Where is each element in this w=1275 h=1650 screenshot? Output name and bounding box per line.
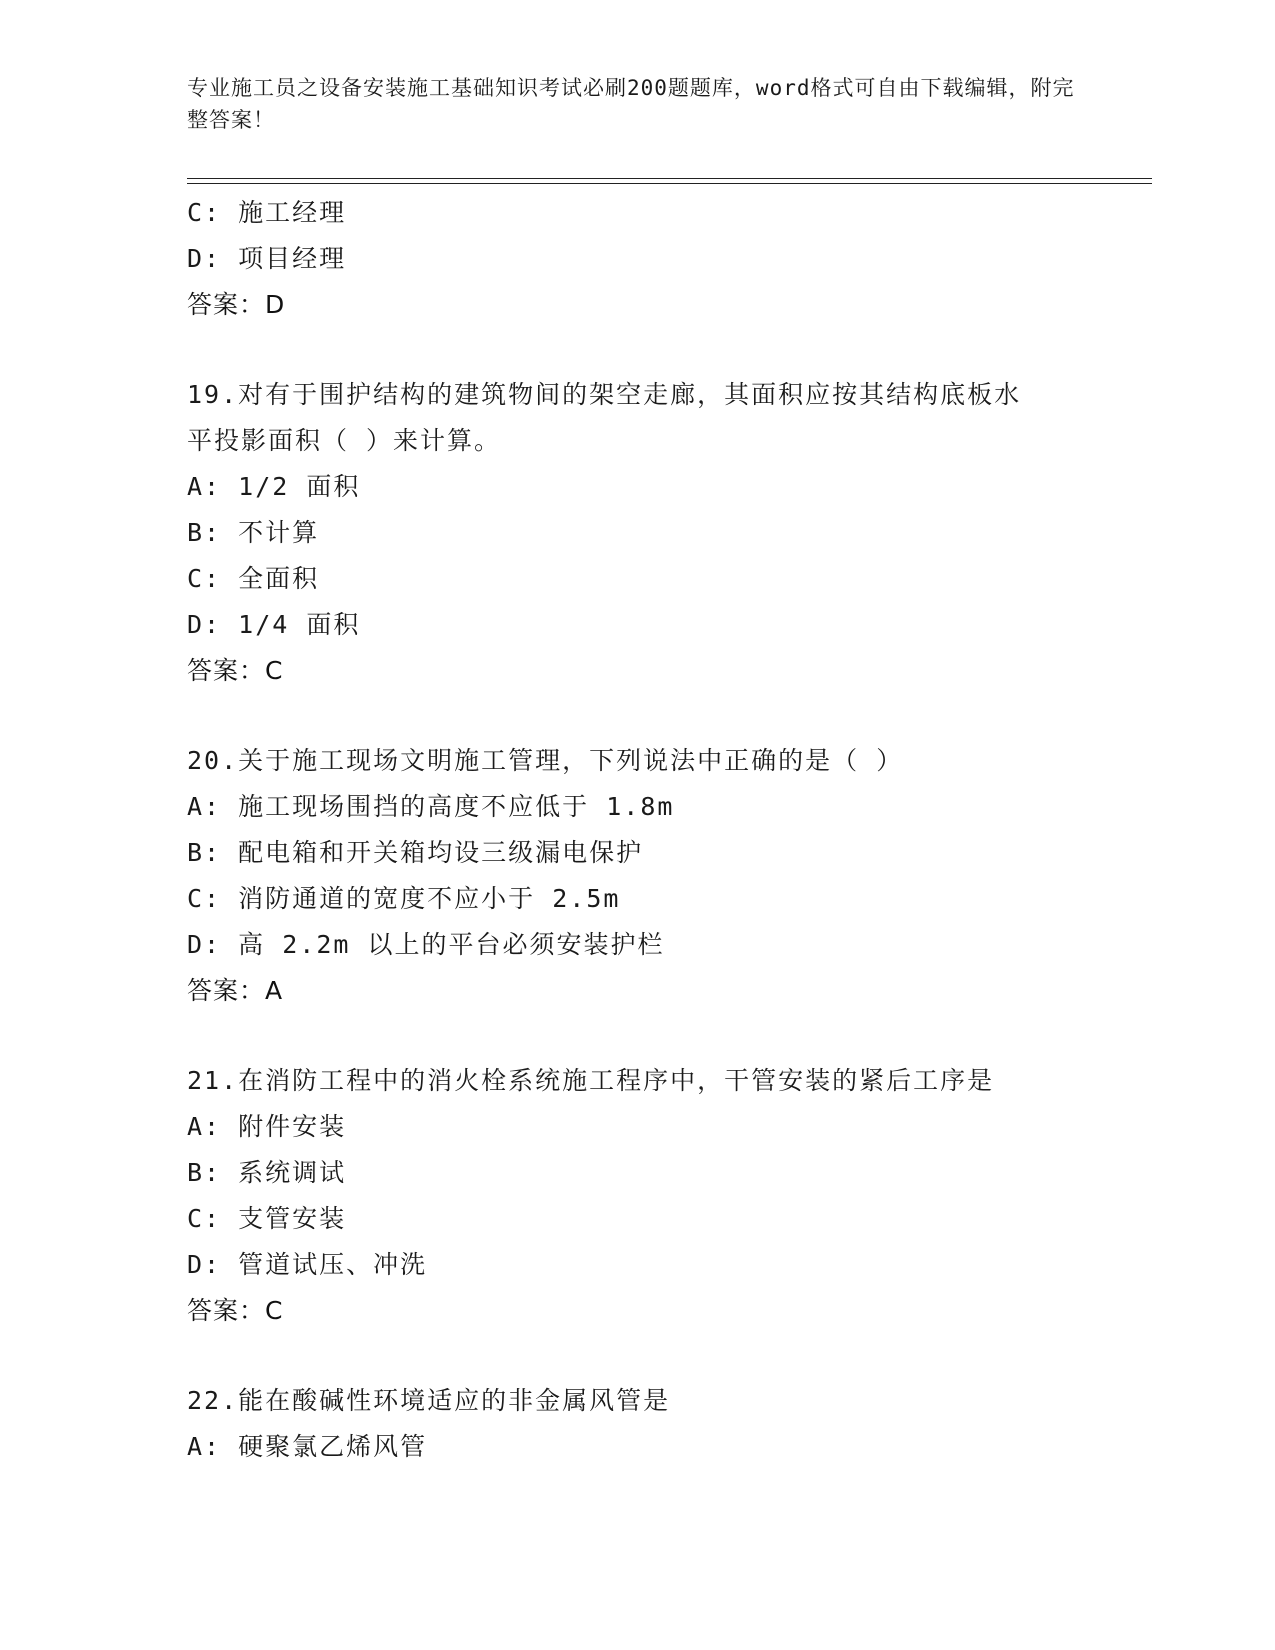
option-text: 配电箱和开关箱均设三级漏电保护: [238, 838, 644, 867]
option-c: [187, 1196, 1117, 1242]
option-text: 管道试压、冲洗: [238, 1250, 428, 1279]
option-text: 硬聚氯乙烯风管: [238, 1432, 428, 1461]
answer-value: C: [265, 1296, 284, 1325]
header-divider-top: [187, 178, 1152, 179]
option-a: [187, 1424, 1117, 1470]
question-list: [187, 190, 1117, 1470]
option-key: A:: [187, 1432, 222, 1461]
answer-line: [187, 968, 1117, 1014]
option-text: 1/2 面积: [238, 472, 361, 501]
question-number: 19.: [187, 380, 239, 409]
question-stem-continued: [187, 418, 1117, 464]
option-b: [187, 830, 1117, 876]
option-d: [187, 236, 1117, 282]
option-key: C:: [187, 1204, 222, 1233]
option-key: C:: [187, 198, 222, 227]
option-text: 不计算: [238, 518, 320, 547]
option-b: [187, 1150, 1117, 1196]
option-text: 施工现场围挡的高度不应低于 1.8m: [238, 792, 675, 821]
question-stem: [187, 372, 1117, 418]
question-stem: [187, 1378, 1117, 1424]
option-text: 项目经理: [238, 244, 347, 273]
answer-line: [187, 282, 1117, 328]
answer-value: A: [265, 976, 284, 1005]
option-text: 高 2.2m 以上的平台必须安装护栏: [238, 930, 665, 959]
answer-label: 答案：: [187, 656, 266, 685]
option-key: D:: [187, 930, 222, 959]
question-continued: [187, 190, 1117, 328]
option-c: [187, 190, 1117, 236]
option-key: B:: [187, 838, 222, 867]
question-20: [187, 738, 1117, 1014]
option-text: 消防通道的宽度不应小于 2.5m: [238, 884, 621, 913]
question-number: 20.: [187, 746, 239, 775]
option-text: 全面积: [238, 564, 320, 593]
question-19: [187, 372, 1117, 694]
option-key: D:: [187, 244, 222, 273]
question-number: 22.: [187, 1386, 239, 1415]
answer-label: 答案：: [187, 976, 266, 1005]
answer-value: D: [265, 290, 286, 319]
answer-label: 答案：: [187, 1296, 266, 1325]
option-key: B:: [187, 518, 222, 547]
question-stem-text: 在消防工程中的消火栓系统施工程序中，干管安装的紧后工序是: [238, 1066, 995, 1095]
option-key: A:: [187, 1112, 222, 1141]
option-key: D:: [187, 610, 222, 639]
option-key: D:: [187, 1250, 222, 1279]
header-divider-bottom: [187, 183, 1152, 184]
question-stem-text: 对有于围护结构的建筑物间的架空走廊，其面积应按其结构底板水: [238, 380, 1022, 409]
answer-line: [187, 1288, 1117, 1334]
answer-label: 答案：: [187, 290, 266, 319]
option-text: 施工经理: [238, 198, 347, 227]
question-stem-text: 能在酸碱性环境适应的非金属风管是: [238, 1386, 671, 1415]
option-a: [187, 784, 1117, 830]
answer-line: [187, 648, 1117, 694]
page-header: [187, 72, 1087, 136]
option-key: B:: [187, 1158, 222, 1187]
question-stem: [187, 1058, 1117, 1104]
option-a: [187, 1104, 1117, 1150]
document-title: 专业施工员之设备安装施工基础知识考试必刷200题题库，word格式可自由下载编辑，附完整答案！: [187, 76, 1075, 132]
option-key: C:: [187, 884, 222, 913]
question-stem-text: 关于施工现场文明施工管理，下列说法中正确的是（ ）: [238, 746, 904, 775]
option-text: 系统调试: [238, 1158, 347, 1187]
option-key: C:: [187, 564, 222, 593]
option-text: 1/4 面积: [238, 610, 361, 639]
option-d: [187, 1242, 1117, 1288]
option-c: [187, 876, 1117, 922]
question-stem: [187, 738, 1117, 784]
option-d: [187, 602, 1117, 648]
option-key: A:: [187, 472, 222, 501]
answer-value: C: [265, 656, 284, 685]
question-21: [187, 1058, 1117, 1334]
option-b: [187, 510, 1117, 556]
option-key: A:: [187, 792, 222, 821]
option-text: 附件安装: [238, 1112, 347, 1141]
option-a: [187, 464, 1117, 510]
question-22: [187, 1378, 1117, 1470]
option-c: [187, 556, 1117, 602]
option-d: [187, 922, 1117, 968]
option-text: 支管安装: [238, 1204, 347, 1233]
question-stem-text: 平投影面积（ ）来计算。: [187, 426, 502, 455]
question-number: 21.: [187, 1066, 239, 1095]
